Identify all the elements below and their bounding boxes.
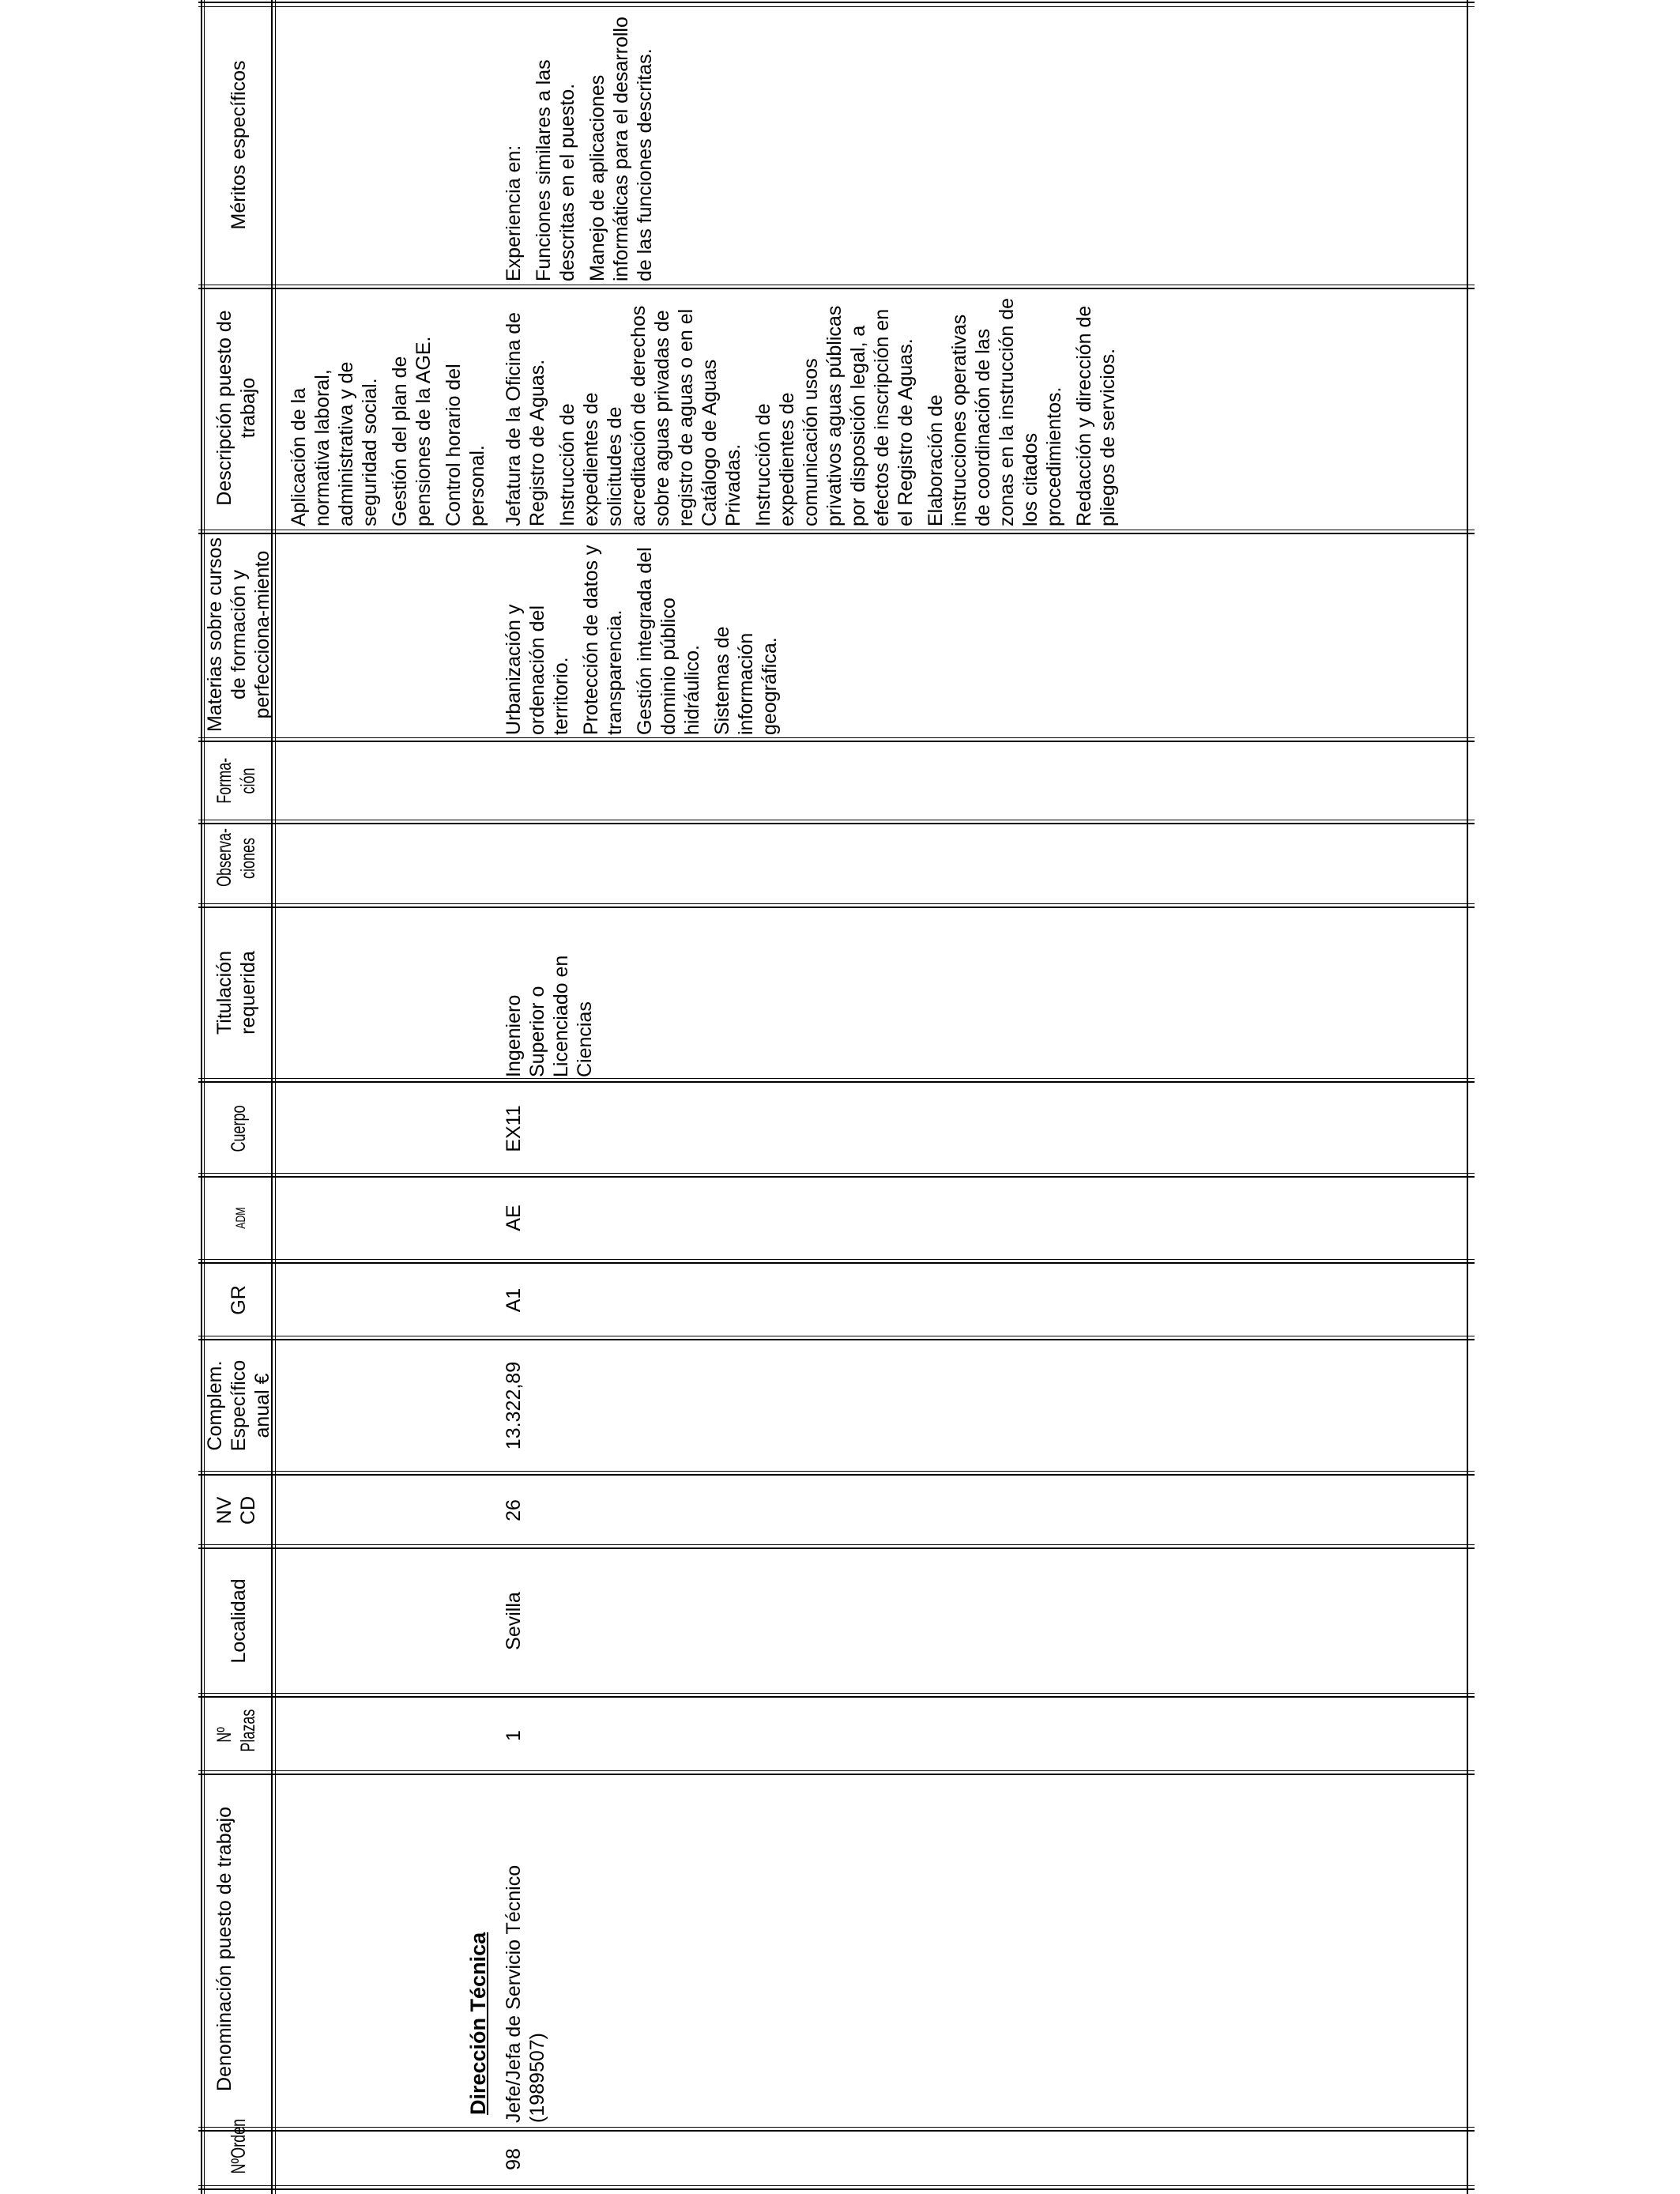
descripcion-item: Redacción y dirección de pliegos de servicios. bbox=[1073, 305, 1119, 526]
table-border-bottom bbox=[1467, 0, 1468, 2194]
header-denominacion: Denominación puesto de trabajo bbox=[213, 1807, 235, 2091]
continued-descripcion-item: Aplicación de la normativa laboral, administrativa y de seguridad social. bbox=[288, 361, 381, 526]
column-divider bbox=[198, 1696, 1475, 1698]
header-descripcion: Descripción puesto de trabajo bbox=[213, 310, 259, 506]
table-border-right-inner bbox=[198, 6, 1475, 7]
descripcion-item: Instrucción de expedientes de comunicación usos privativos aguas públicas por disposición legal, a efectos de inscripción en el Registro de Aguas. bbox=[752, 305, 917, 526]
row-adm: AE bbox=[503, 1204, 525, 1231]
column-divider bbox=[198, 1081, 1475, 1083]
row-n-orden: 98 bbox=[503, 2148, 525, 2170]
header-complem: Complem. Específico anual € bbox=[204, 1359, 273, 1452]
materias-item: Sistemas de información geográfica. bbox=[711, 626, 781, 735]
header-gr: GR bbox=[228, 1285, 250, 1315]
table-border-top bbox=[201, 0, 202, 2194]
row-denominacion: Jefe/Jefa de Servicio Técnico (1989507) bbox=[503, 1864, 548, 2123]
column-divider bbox=[198, 1259, 1475, 1260]
column-divider bbox=[198, 1339, 1475, 1340]
materias-item: Urbanización y ordenación del territorio. bbox=[503, 604, 572, 735]
header-titulacion: Titulación requerida bbox=[213, 950, 259, 1035]
row-nv-cd: 26 bbox=[503, 1499, 525, 1521]
header-row-divider-inner bbox=[275, 0, 276, 2194]
table-border-left bbox=[198, 2188, 1475, 2190]
row-localidad: Sevilla bbox=[503, 1592, 525, 1650]
descripcion-item: Jefatura de la Oficina de Registro de Aguas. bbox=[503, 312, 548, 526]
column-divider bbox=[198, 1474, 1475, 1476]
column-divider bbox=[198, 288, 1475, 289]
header-observaciones: Observa-ciones bbox=[213, 827, 259, 887]
header-adm: ADM bbox=[233, 1207, 248, 1229]
column-divider bbox=[198, 1770, 1475, 1771]
materias-item: Protección de datos y transparencia. bbox=[580, 545, 626, 735]
continued-descripcion-item: Gestión del plan de pensiones de la AGE. bbox=[389, 336, 435, 526]
header-meritos: Méritos específicos bbox=[228, 60, 250, 230]
column-divider bbox=[198, 907, 1475, 908]
row-descripcion bbox=[502, 296, 1126, 526]
descripcion-item: Instrucción de expedientes de solicitudes de acreditación de derechos sobre aguas privadas de registro de aguas o en el Catálogo de Aguas Privadas. bbox=[556, 305, 744, 526]
column-divider bbox=[198, 823, 1475, 824]
column-divider bbox=[198, 1078, 1475, 1079]
meritos-item: Funciones similares a las descritas en el puesto. bbox=[533, 59, 578, 281]
column-divider bbox=[198, 1176, 1475, 1178]
continued-descripcion-item: Control horario del personal. bbox=[443, 364, 488, 526]
column-divider bbox=[198, 1173, 1475, 1174]
column-divider bbox=[198, 903, 1475, 904]
header-nv-cd: NV CD bbox=[213, 1495, 259, 1525]
row-titulacion: Ingeniero Superior o Licenciado en Ciencias bbox=[503, 955, 596, 1077]
column-divider bbox=[198, 737, 1475, 738]
column-divider bbox=[198, 1693, 1475, 1694]
column-divider bbox=[198, 1262, 1475, 1264]
materias-item: Gestión integrada del dominio público hidráulico. bbox=[634, 547, 703, 735]
section-title: Dirección Técnica bbox=[466, 1932, 490, 2115]
row-complem: 13.322,89 bbox=[503, 1361, 525, 1450]
row-cuerpo: EX11 bbox=[503, 1105, 525, 1152]
column-divider bbox=[198, 533, 1475, 534]
header-formacion: Forma-ción bbox=[213, 757, 259, 804]
row-materias bbox=[502, 537, 788, 735]
meritos-item: Experiencia en: bbox=[503, 145, 525, 281]
row-meritos bbox=[502, 13, 663, 281]
header-cuerpo: Cuerpo bbox=[228, 1105, 250, 1152]
table-border-top-inner bbox=[204, 0, 205, 2194]
column-divider bbox=[198, 741, 1475, 742]
header-materias: Materias sobre cursos de formación y perfecciona-miento bbox=[204, 537, 273, 732]
row-gr: A1 bbox=[503, 1287, 525, 1313]
descripcion-item: Elaboración de instrucciones operativas de coordinación de las zonas en la instrucción de los citados procedimientos. bbox=[925, 297, 1065, 526]
rotated-table bbox=[198, 0, 1475, 2194]
column-divider bbox=[198, 1471, 1475, 1472]
column-divider bbox=[198, 1774, 1475, 1775]
table-border-right bbox=[198, 2, 1475, 3]
header-n-plazas: Nº Plazas bbox=[213, 1709, 259, 1752]
header-row-divider bbox=[271, 0, 273, 2194]
header-n-orden: NºOrden bbox=[228, 2118, 250, 2174]
column-divider bbox=[198, 1544, 1475, 1545]
meritos-item: Manejo de aplicaciones informáticas para el desarrollo de las funciones descritas. bbox=[586, 17, 656, 281]
column-divider bbox=[198, 2127, 1475, 2128]
row-n-plazas: 1 bbox=[503, 1730, 525, 1741]
column-divider bbox=[198, 2130, 1475, 2132]
table-border-left-inner bbox=[198, 2185, 1475, 2186]
continued-descripcion bbox=[287, 297, 495, 526]
header-localidad: Localidad bbox=[228, 1578, 250, 1664]
column-divider bbox=[198, 1547, 1475, 1549]
